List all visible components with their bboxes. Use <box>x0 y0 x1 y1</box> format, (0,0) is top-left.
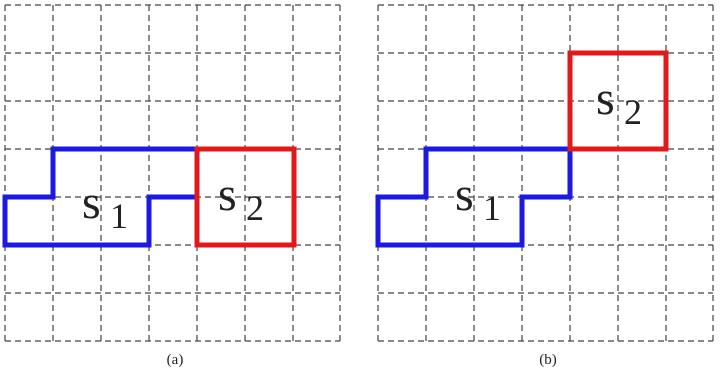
s1-label-a: s <box>82 176 101 229</box>
panel-a <box>5 5 340 368</box>
s2-label-b: s <box>596 72 615 125</box>
s2-subscript-a: 2 <box>246 188 264 228</box>
s2-label-a: s <box>218 168 237 221</box>
s1-label-b: s <box>455 168 474 221</box>
s2-subscript-b: 2 <box>624 92 642 132</box>
caption-a: (a) <box>166 352 184 368</box>
s1-subscript-b: 1 <box>483 188 501 228</box>
s1-subscript-a: 1 <box>110 196 128 236</box>
caption-b: (b) <box>539 352 557 368</box>
panel-b <box>378 5 713 368</box>
